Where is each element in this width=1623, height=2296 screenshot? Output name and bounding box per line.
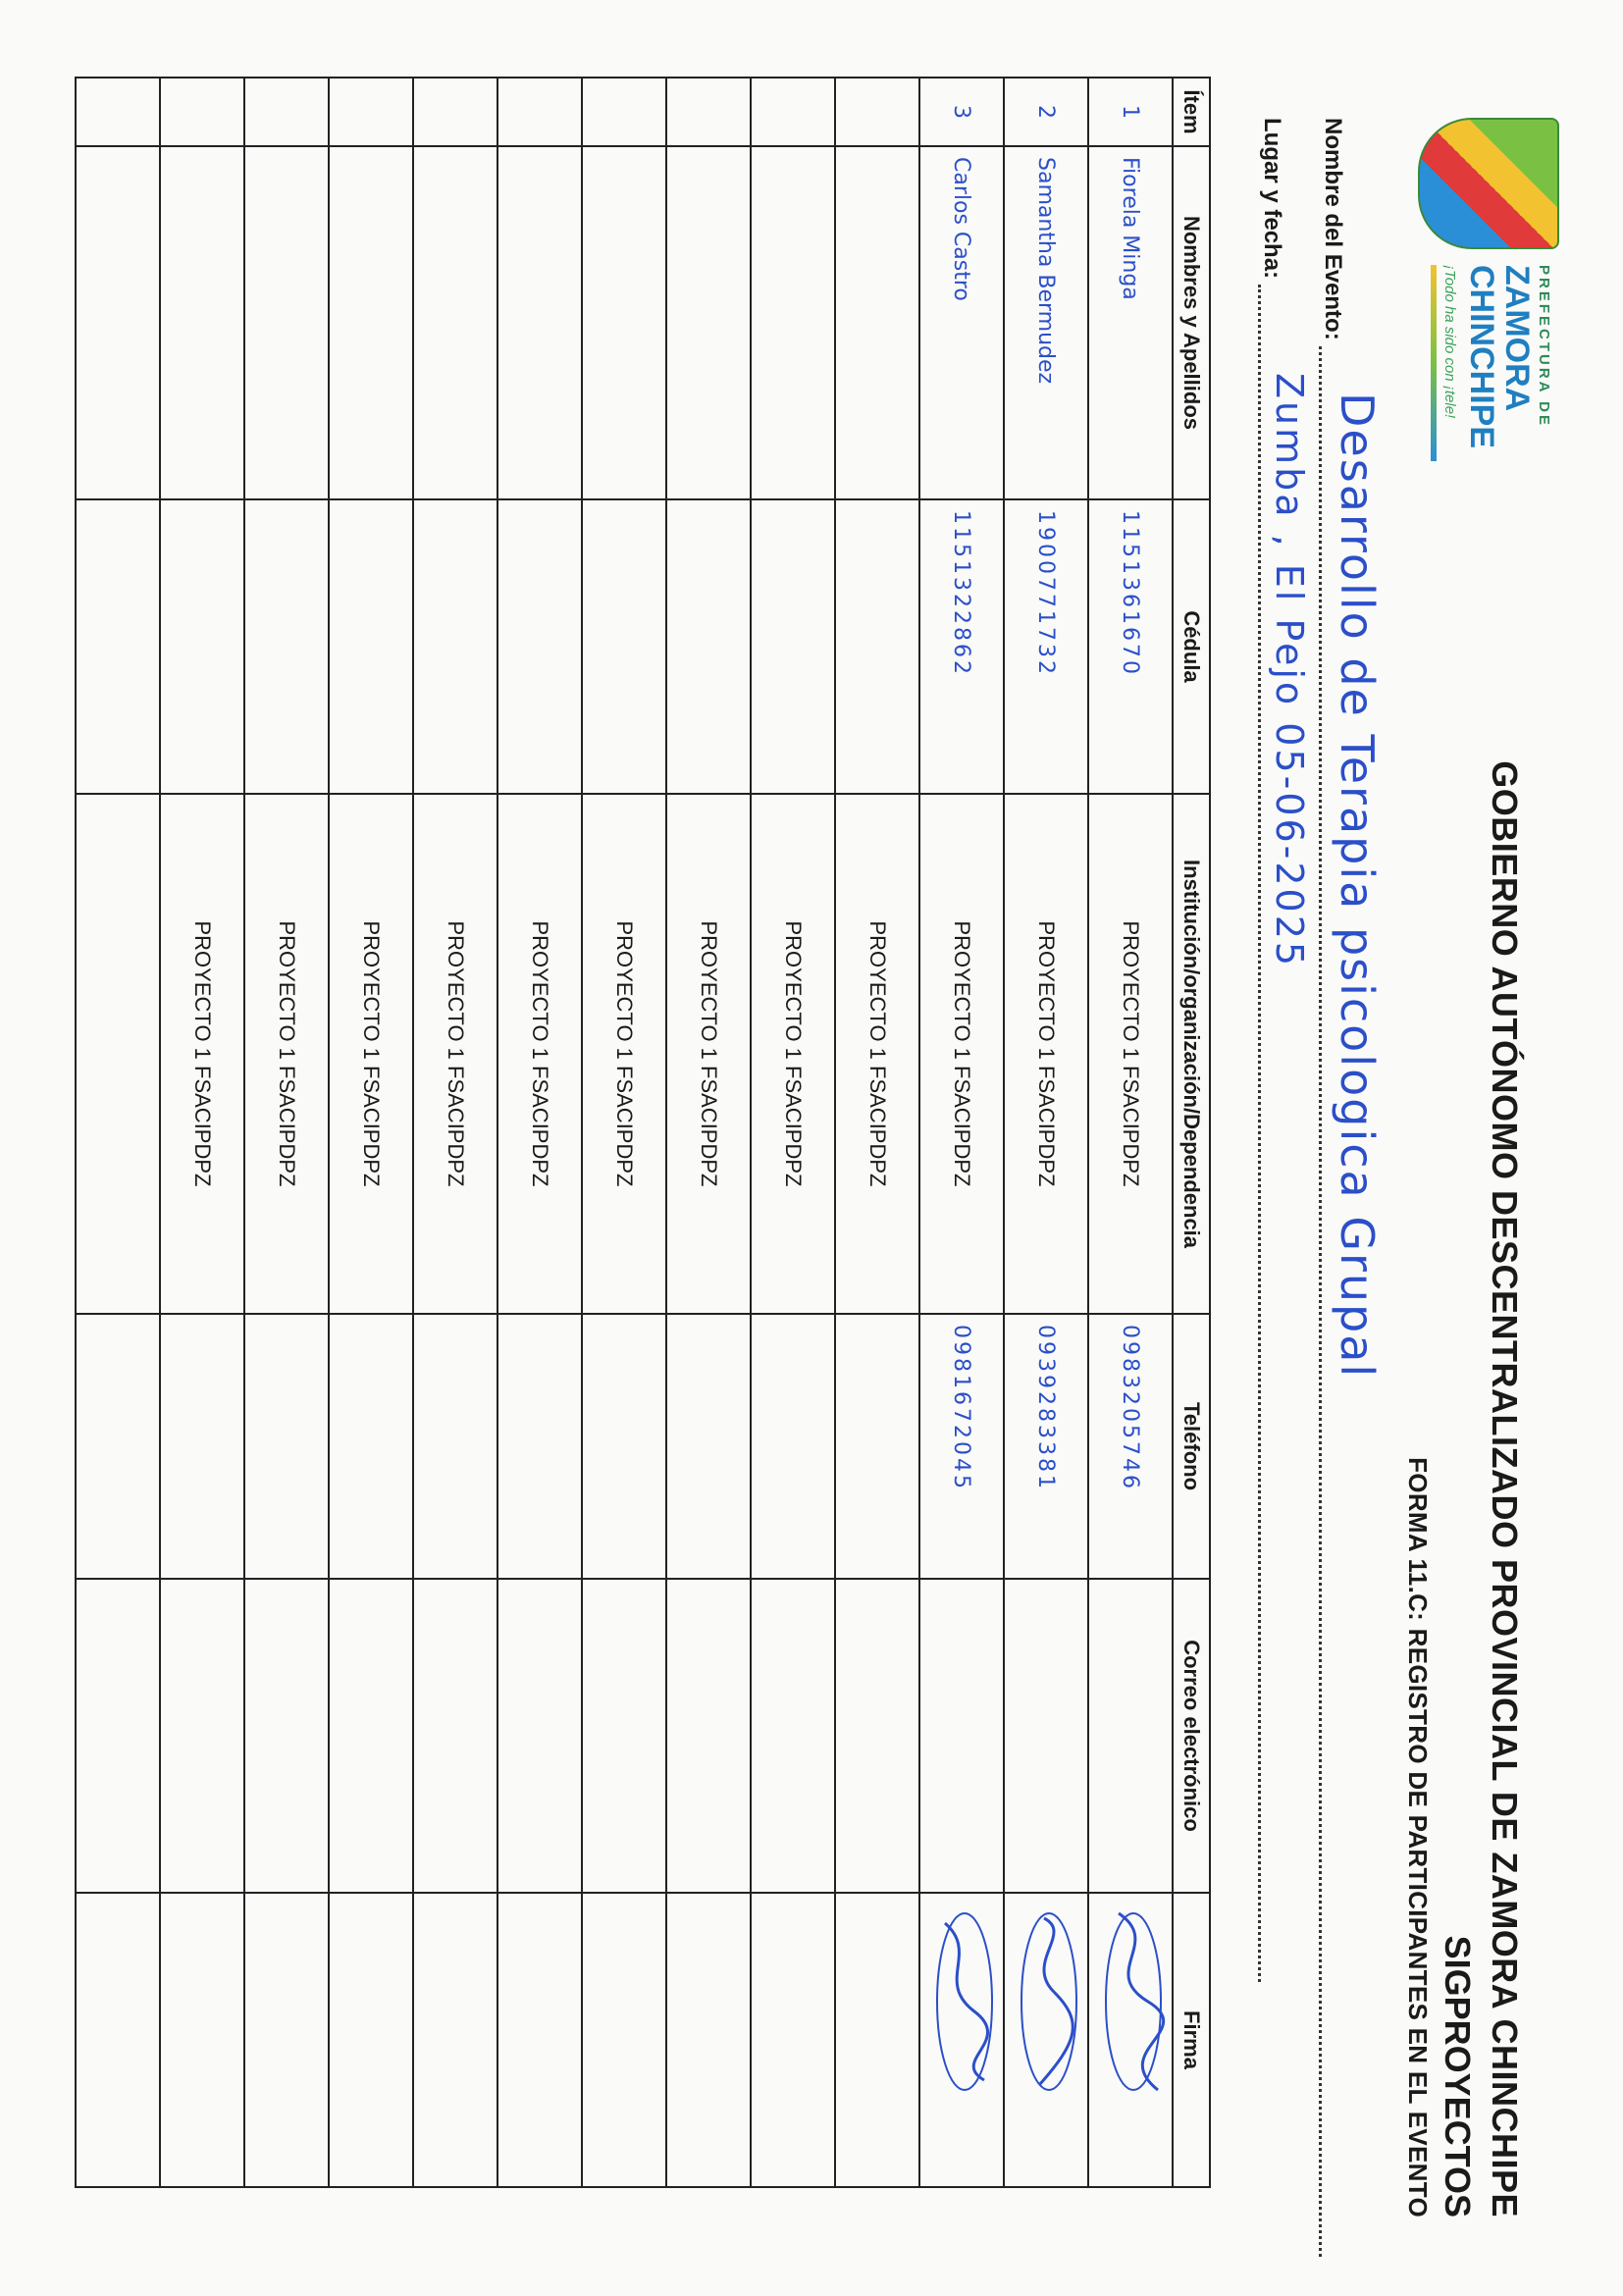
- row-item[interactable]: [497, 78, 582, 146]
- table-row: [413, 78, 497, 2187]
- participant-signature[interactable]: [835, 1893, 919, 2187]
- participant-name[interactable]: [329, 146, 413, 499]
- col-name: Nombres y Apellidos: [1173, 146, 1210, 499]
- event-name-value: Desarrollo de Terapia psicologica Grupal: [1331, 392, 1384, 1380]
- participant-phone[interactable]: [497, 1314, 582, 1579]
- logo-name: [1464, 265, 1535, 448]
- participant-signature[interactable]: [1088, 1893, 1173, 2187]
- participant-email[interactable]: [160, 1579, 244, 1893]
- participant-signature[interactable]: [666, 1893, 751, 2187]
- participant-name[interactable]: [244, 146, 329, 499]
- participant-name[interactable]: [751, 146, 835, 499]
- participant-phone[interactable]: 0983205746: [1088, 1314, 1173, 1579]
- row-item[interactable]: 3: [919, 78, 1004, 146]
- participant-institution[interactable]: PROYECTO 1 FSACIPDPZ: [497, 794, 582, 1314]
- participant-phone[interactable]: 0939283381: [1004, 1314, 1088, 1579]
- participant-institution[interactable]: PROYECTO 1 FSACIPDPZ: [1088, 794, 1173, 1314]
- participant-name[interactable]: [666, 146, 751, 499]
- participant-id[interactable]: [497, 499, 582, 794]
- participant-signature[interactable]: [244, 1893, 329, 2187]
- participant-phone[interactable]: [582, 1314, 666, 1579]
- participant-institution[interactable]: PROYECTO 1 FSACIPDPZ: [751, 794, 835, 1314]
- participant-id[interactable]: [582, 499, 666, 794]
- participant-name[interactable]: [76, 146, 160, 499]
- participant-id[interactable]: [160, 499, 244, 794]
- participant-phone[interactable]: [76, 1314, 160, 1579]
- prefecture-logo: [1407, 118, 1564, 471]
- table-row: [666, 78, 751, 2187]
- participant-id[interactable]: [76, 499, 160, 794]
- participant-phone[interactable]: [751, 1314, 835, 1579]
- participant-email[interactable]: [1004, 1579, 1088, 1893]
- participant-phone[interactable]: [244, 1314, 329, 1579]
- signature-scribble-icon: [930, 1904, 999, 2100]
- row-item[interactable]: [160, 78, 244, 146]
- row-item[interactable]: [329, 78, 413, 146]
- participant-institution[interactable]: PROYECTO 1 FSACIPDPZ: [413, 794, 497, 1314]
- participant-id[interactable]: [329, 499, 413, 794]
- table-row: [582, 78, 666, 2187]
- participant-institution[interactable]: PROYECTO 1 FSACIPDPZ: [666, 794, 751, 1314]
- logo-prefix: PREFECTURA DE: [1536, 265, 1552, 428]
- participant-email[interactable]: [1088, 1579, 1173, 1893]
- participant-id[interactable]: [666, 499, 751, 794]
- participant-id[interactable]: [244, 499, 329, 794]
- participant-name[interactable]: Samantha Bermudez: [1004, 146, 1088, 499]
- row-item[interactable]: [76, 78, 160, 146]
- col-phone: Teléfono: [1173, 1314, 1210, 1579]
- col-institution: Institución/organización/Dependencia: [1173, 794, 1210, 1314]
- event-place-row: [1258, 118, 1311, 1982]
- participant-signature[interactable]: [751, 1893, 835, 2187]
- event-place-label: Lugar y fecha:: [1259, 118, 1285, 280]
- participant-institution[interactable]: PROYECTO 1 FSACIPDPZ: [329, 794, 413, 1314]
- participant-name[interactable]: [413, 146, 497, 499]
- participant-signature[interactable]: [1004, 1893, 1088, 2187]
- event-name-row: [1319, 118, 1384, 2257]
- participant-id[interactable]: 1151322862: [919, 499, 1004, 794]
- col-id: Cédula: [1173, 499, 1210, 794]
- participant-phone[interactable]: [413, 1314, 497, 1579]
- participant-email[interactable]: [666, 1579, 751, 1893]
- participant-signature[interactable]: [919, 1893, 1004, 2187]
- col-item: Ítem: [1173, 78, 1210, 146]
- participant-name[interactable]: [497, 146, 582, 499]
- participant-institution[interactable]: PROYECTO 1 FSACIPDPZ: [835, 794, 919, 1314]
- participant-name[interactable]: [582, 146, 666, 499]
- participant-email[interactable]: [329, 1579, 413, 1893]
- participant-email[interactable]: [582, 1579, 666, 1893]
- col-signature: Firma: [1173, 1893, 1210, 2187]
- signature-scribble-icon: [1015, 1904, 1083, 2100]
- participant-phone[interactable]: [160, 1314, 244, 1579]
- table-row: [751, 78, 835, 2187]
- table-row: [497, 78, 582, 2187]
- government-title: GOBIERNO AUTÓNOMO DESCENTRALIZADO PROVINCIAL DE ZAMORA CHINCHIPE: [1485, 760, 1525, 2218]
- participant-email[interactable]: [751, 1579, 835, 1893]
- logo-slogan: ¡Todo ha sido con ¡tele!: [1441, 265, 1458, 419]
- row-item[interactable]: [244, 78, 329, 146]
- logo-name-line1: ZAMORA: [1498, 265, 1536, 412]
- participant-institution[interactable]: PROYECTO 1 FSACIPDPZ: [1004, 794, 1088, 1314]
- participant-institution[interactable]: PROYECTO 1 FSACIPDPZ: [160, 794, 244, 1314]
- event-name-label: Nombre del Evento:: [1320, 118, 1346, 340]
- row-item[interactable]: [666, 78, 751, 146]
- participant-email[interactable]: [835, 1579, 919, 1893]
- participant-email[interactable]: [919, 1579, 1004, 1893]
- participant-signature[interactable]: [160, 1893, 244, 2187]
- participant-name[interactable]: [160, 146, 244, 499]
- participant-phone[interactable]: 0981672045: [919, 1314, 1004, 1579]
- participant-id[interactable]: 1151361670: [1088, 499, 1173, 794]
- form-header: [1211, 0, 1623, 2296]
- participant-signature[interactable]: [76, 1893, 160, 2187]
- event-place-value: Zumba , El Pejo 05-06-2025: [1268, 373, 1311, 969]
- participant-email[interactable]: [76, 1579, 160, 1893]
- table-row: [835, 78, 919, 2187]
- table-row: [160, 78, 244, 2187]
- table-row: [329, 78, 413, 2187]
- system-name: SIGPROYECTOS: [1438, 1935, 1478, 2218]
- participant-institution[interactable]: PROYECTO 1 FSACIPDPZ: [582, 794, 666, 1314]
- participant-name[interactable]: Carlos Castro: [919, 146, 1004, 499]
- logo-name-line2: CHINCHIPE: [1463, 265, 1500, 449]
- table-header-row: [1173, 78, 1210, 2187]
- participant-email[interactable]: [413, 1579, 497, 1893]
- participant-signature[interactable]: [413, 1893, 497, 2187]
- participant-phone[interactable]: [329, 1314, 413, 1579]
- participant-institution[interactable]: [76, 794, 160, 1314]
- participant-id[interactable]: [751, 499, 835, 794]
- participant-email[interactable]: [497, 1579, 582, 1893]
- row-item[interactable]: [582, 78, 666, 146]
- participant-signature[interactable]: [582, 1893, 666, 2187]
- participant-signature[interactable]: [497, 1893, 582, 2187]
- form-title: FORMA 11.C: REGISTRO DE PARTICIPANTES EN EL EVENTO: [1403, 1457, 1433, 2218]
- table-row: [76, 78, 160, 2187]
- participant-signature[interactable]: [329, 1893, 413, 2187]
- logo-color-bar: [1431, 265, 1437, 461]
- row-item[interactable]: 2: [1004, 78, 1088, 146]
- participant-email[interactable]: [244, 1579, 329, 1893]
- table-row: [1088, 78, 1173, 2187]
- row-item[interactable]: 1: [1088, 78, 1173, 146]
- table-row: [1004, 78, 1088, 2187]
- participant-phone[interactable]: [835, 1314, 919, 1579]
- row-item[interactable]: [835, 78, 919, 146]
- participant-id[interactable]: [413, 499, 497, 794]
- participant-name[interactable]: Fiorela Minga: [1088, 146, 1173, 499]
- participants-table: [75, 77, 1211, 2188]
- signature-scribble-icon: [1099, 1904, 1168, 2100]
- participant-name[interactable]: [835, 146, 919, 499]
- col-email: Correo electrónico: [1173, 1579, 1210, 1893]
- participant-id[interactable]: [835, 499, 919, 794]
- participant-id[interactable]: 1900771732: [1004, 499, 1088, 794]
- coat-of-arms-icon: [1418, 118, 1559, 249]
- participant-institution[interactable]: PROYECTO 1 FSACIPDPZ: [244, 794, 329, 1314]
- participant-phone[interactable]: [666, 1314, 751, 1579]
- row-item[interactable]: [751, 78, 835, 146]
- table-row: [919, 78, 1004, 2187]
- table-row: [244, 78, 329, 2187]
- row-item[interactable]: [413, 78, 497, 146]
- participant-institution[interactable]: PROYECTO 1 FSACIPDPZ: [919, 794, 1004, 1314]
